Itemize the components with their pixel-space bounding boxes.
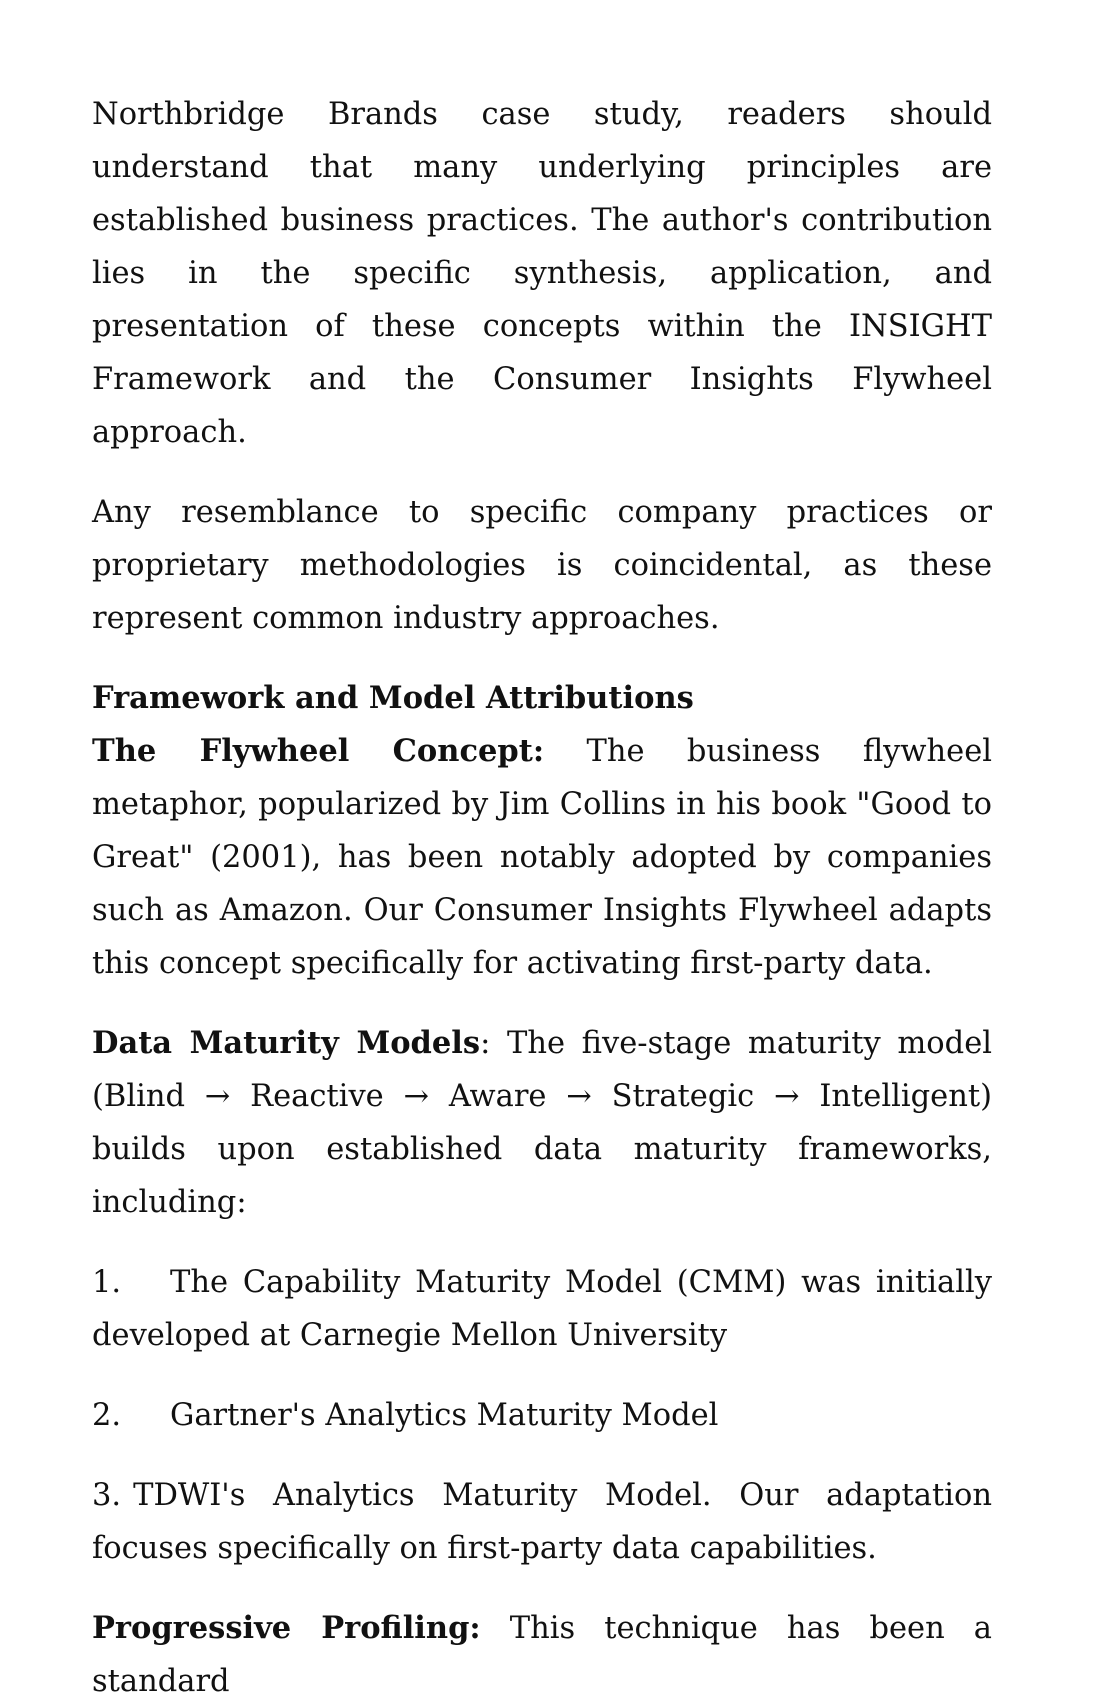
list-text: Gartner's Analytics Maturity Model	[170, 1398, 719, 1433]
maturity-label: Data Maturity Models	[92, 1025, 481, 1061]
flywheel-label: The Flywheel Concept:	[92, 733, 545, 769]
maturity-text: : The five-stage maturity model (Blind → Reactive → Aware → Strategic → Intelligent) builds upon established data maturity frameworks, including:	[92, 1026, 992, 1220]
flywheel-text: The business flywheel metaphor, popularized by Jim Collins in his book "Good to Great" (2001), has been notably adopted by companies such as Amazon. Our Consumer Insights Flywheel adapts this concept specifically for activating first-party data.	[92, 734, 993, 981]
list-text: The Capability Maturity Model (CMM) was initially developed at Carnegie Mellon University	[92, 1265, 992, 1353]
list-number: 1.	[92, 1265, 122, 1300]
list-item	[92, 1469, 992, 1575]
list-number: 3.	[92, 1478, 122, 1513]
paragraph-maturity	[92, 1017, 992, 1229]
profiling-text: This technique has been a standard	[92, 1611, 992, 1699]
paragraph-profiling	[92, 1602, 992, 1708]
list-item	[92, 1256, 992, 1362]
list-number: 2.	[92, 1398, 122, 1433]
paragraph-flywheel	[92, 725, 992, 990]
section-heading: Framework and Model Attributions	[92, 680, 694, 716]
list-item	[92, 1389, 992, 1442]
paragraph-intro: Northbridge Brands case study, readers should understand that many underlying principles are established business practices. The author's contribution lies in the specific synthesis, application, and presentation of these concepts within the INSIGHT Framework and the Consumer Insights Flywheel approach.	[92, 97, 992, 450]
profiling-label: Progressive Profiling:	[92, 1610, 481, 1646]
list-text: TDWI's Analytics Maturity Model. Our adaptation focuses specifically on first-party data capabilities.	[92, 1478, 992, 1566]
paragraph-disclaimer: Any resemblance to specific company practices or proprietary methodologies is coincidental, as these represent common industry approaches.	[92, 495, 992, 636]
